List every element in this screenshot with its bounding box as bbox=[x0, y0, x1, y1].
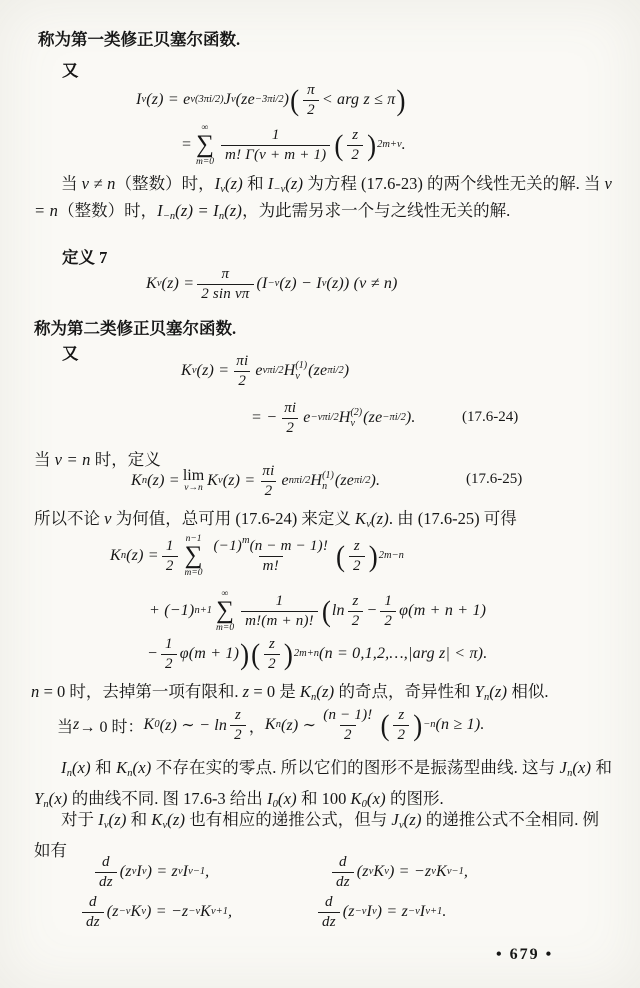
page-number: • 679 • bbox=[496, 946, 554, 963]
formula-recurrence-4: d dz (z −ν I ν ) = z −ν I ν+1 . bbox=[315, 893, 447, 931]
formula-Kn-series-line2: + (−1) n+1 ∞ ∑ m=0 1 m!(m + n)! ( ln z 2 − $\frac{1}{2}$ φ(m + n + 1) bbox=[149, 588, 487, 633]
paragraph-no-real-zeros: $I_n(x)$ 和 $K_n(x)$ 不存在实的零点. 所以它们的图形不是振荡型曲线. 这与 $J_n(x)$ 和 $Y_n(x)$ 的曲线不同. 图 17.6-3 给出 $I_0(x)$ 和 100 $K_0(x)$ 的图形. bbox=[34, 758, 613, 810]
formula-Iv-definition: I ν (z) = e ν(3πi/2) J ν (ze −3πi/2 ) ( π 2 < arg z ≤ π ) bbox=[136, 81, 406, 118]
paragraph-linear-independence: 当 ν ≠ n（整数）时，$I_\nu(z)$ 和 $I_{-\nu}(z)$ 为方程 (17.6-23) 的两个线性无关的解. 当 ν = n（整数）时，$I_{-n}(z) = I_n(z)$，为此需另求一个与之线性无关的解. bbox=[34, 174, 613, 222]
paragraph-n-zero-singularity: n = 0 时，去掉第一项有限和. z = 0 是 $K_n(z)$ 的奇点，奇异性和 $Y_n(z)$ 相似. bbox=[31, 682, 549, 703]
paragraph-also-2: 又 bbox=[62, 344, 79, 363]
equation-number-17-6-24: (17.6-24) bbox=[462, 409, 519, 425]
formula-Iv-series: = ∞ ∑ m=0 1 m! Γ(ν + m + 1) ( z 2 ) 2m+ν . bbox=[181, 122, 406, 167]
formula-Kn-series-line3: − $\frac{1}{2}$ φ(m + 1) ) ( z 2 ) 2m+n (n = 0,1,2,…,|arg z| < π). bbox=[147, 635, 488, 672]
paragraph-also-1: 又 bbox=[62, 61, 79, 80]
formula-Kn-limit: K n (z) = lim ν→n K ν (z) = $\frac{\pi i}{2}$ e nπi/2 H (1) n (ze πi/2 ). bbox=[131, 462, 381, 499]
formula-Kv-hankel-1: K ν (z) = $\frac{\pi i}{2}$ e νπi/2 H (1) ν (ze πi/2 ) bbox=[181, 352, 350, 389]
formula-recurrence-3: d dz (z −ν K ν ) = −z −ν K ν+1 , bbox=[79, 893, 232, 931]
paragraph-recurrence-intro: 对于 $I_\nu(z)$ 和 $K_\nu(z)$ 也有相应的递推公式，但与 $J_\nu(z)$ 的递推公式不全相同. 例如有 bbox=[34, 810, 600, 860]
paragraph-when-v-equals-n: 当 ν = n 时，定义 bbox=[34, 450, 161, 469]
paragraph-named-second-kind: 称为第二类修正贝塞尔函数. bbox=[34, 319, 237, 338]
paragraph-therefore: 所以不论 ν 为何值，总可用 (17.6-24) 来定义 $K_\nu(z)$. 由 (17.6-25) 可得 bbox=[34, 509, 517, 530]
paragraph-named-first-kind: 称为第一类修正贝塞尔函数. bbox=[38, 30, 241, 49]
formula-recurrence-2: d dz (z ν K ν ) = −z ν K ν−1 , bbox=[329, 853, 468, 891]
formula-asymptotics-z-to-0: 当 z → 0 时： K 0 (z) ∼ − ln z 2 ， K n (z) ∼ (n − 1)! 2 ( z 2 ) −n (n ≥ 1). bbox=[57, 706, 485, 743]
formula-Kv-hankel-2: = − $\frac{\pi i}{2}$ e −νπi/2 H (2) ν (ze −πi/2 ). bbox=[251, 399, 416, 436]
equation-number-17-6-25: (17.6-25) bbox=[466, 471, 523, 487]
heading-definition-7: 定义 7 bbox=[62, 248, 108, 267]
formula-Kn-series-line1: K n (z) = $\frac{1}{2}$ n−1 ∑ m=0 $(-1)^m(n - m - 1)$! m! ( z 2 ) 2m−n bbox=[110, 533, 404, 578]
formula-recurrence-1: d dz (z ν I ν ) = z ν I ν−1 , bbox=[92, 853, 209, 891]
formula-Kv-definition: K ν (z) = $\frac{\pi}{\text{2 sin νπ}}$ (I −ν (z) − I ν (z)) (ν ≠ n) bbox=[146, 265, 398, 302]
